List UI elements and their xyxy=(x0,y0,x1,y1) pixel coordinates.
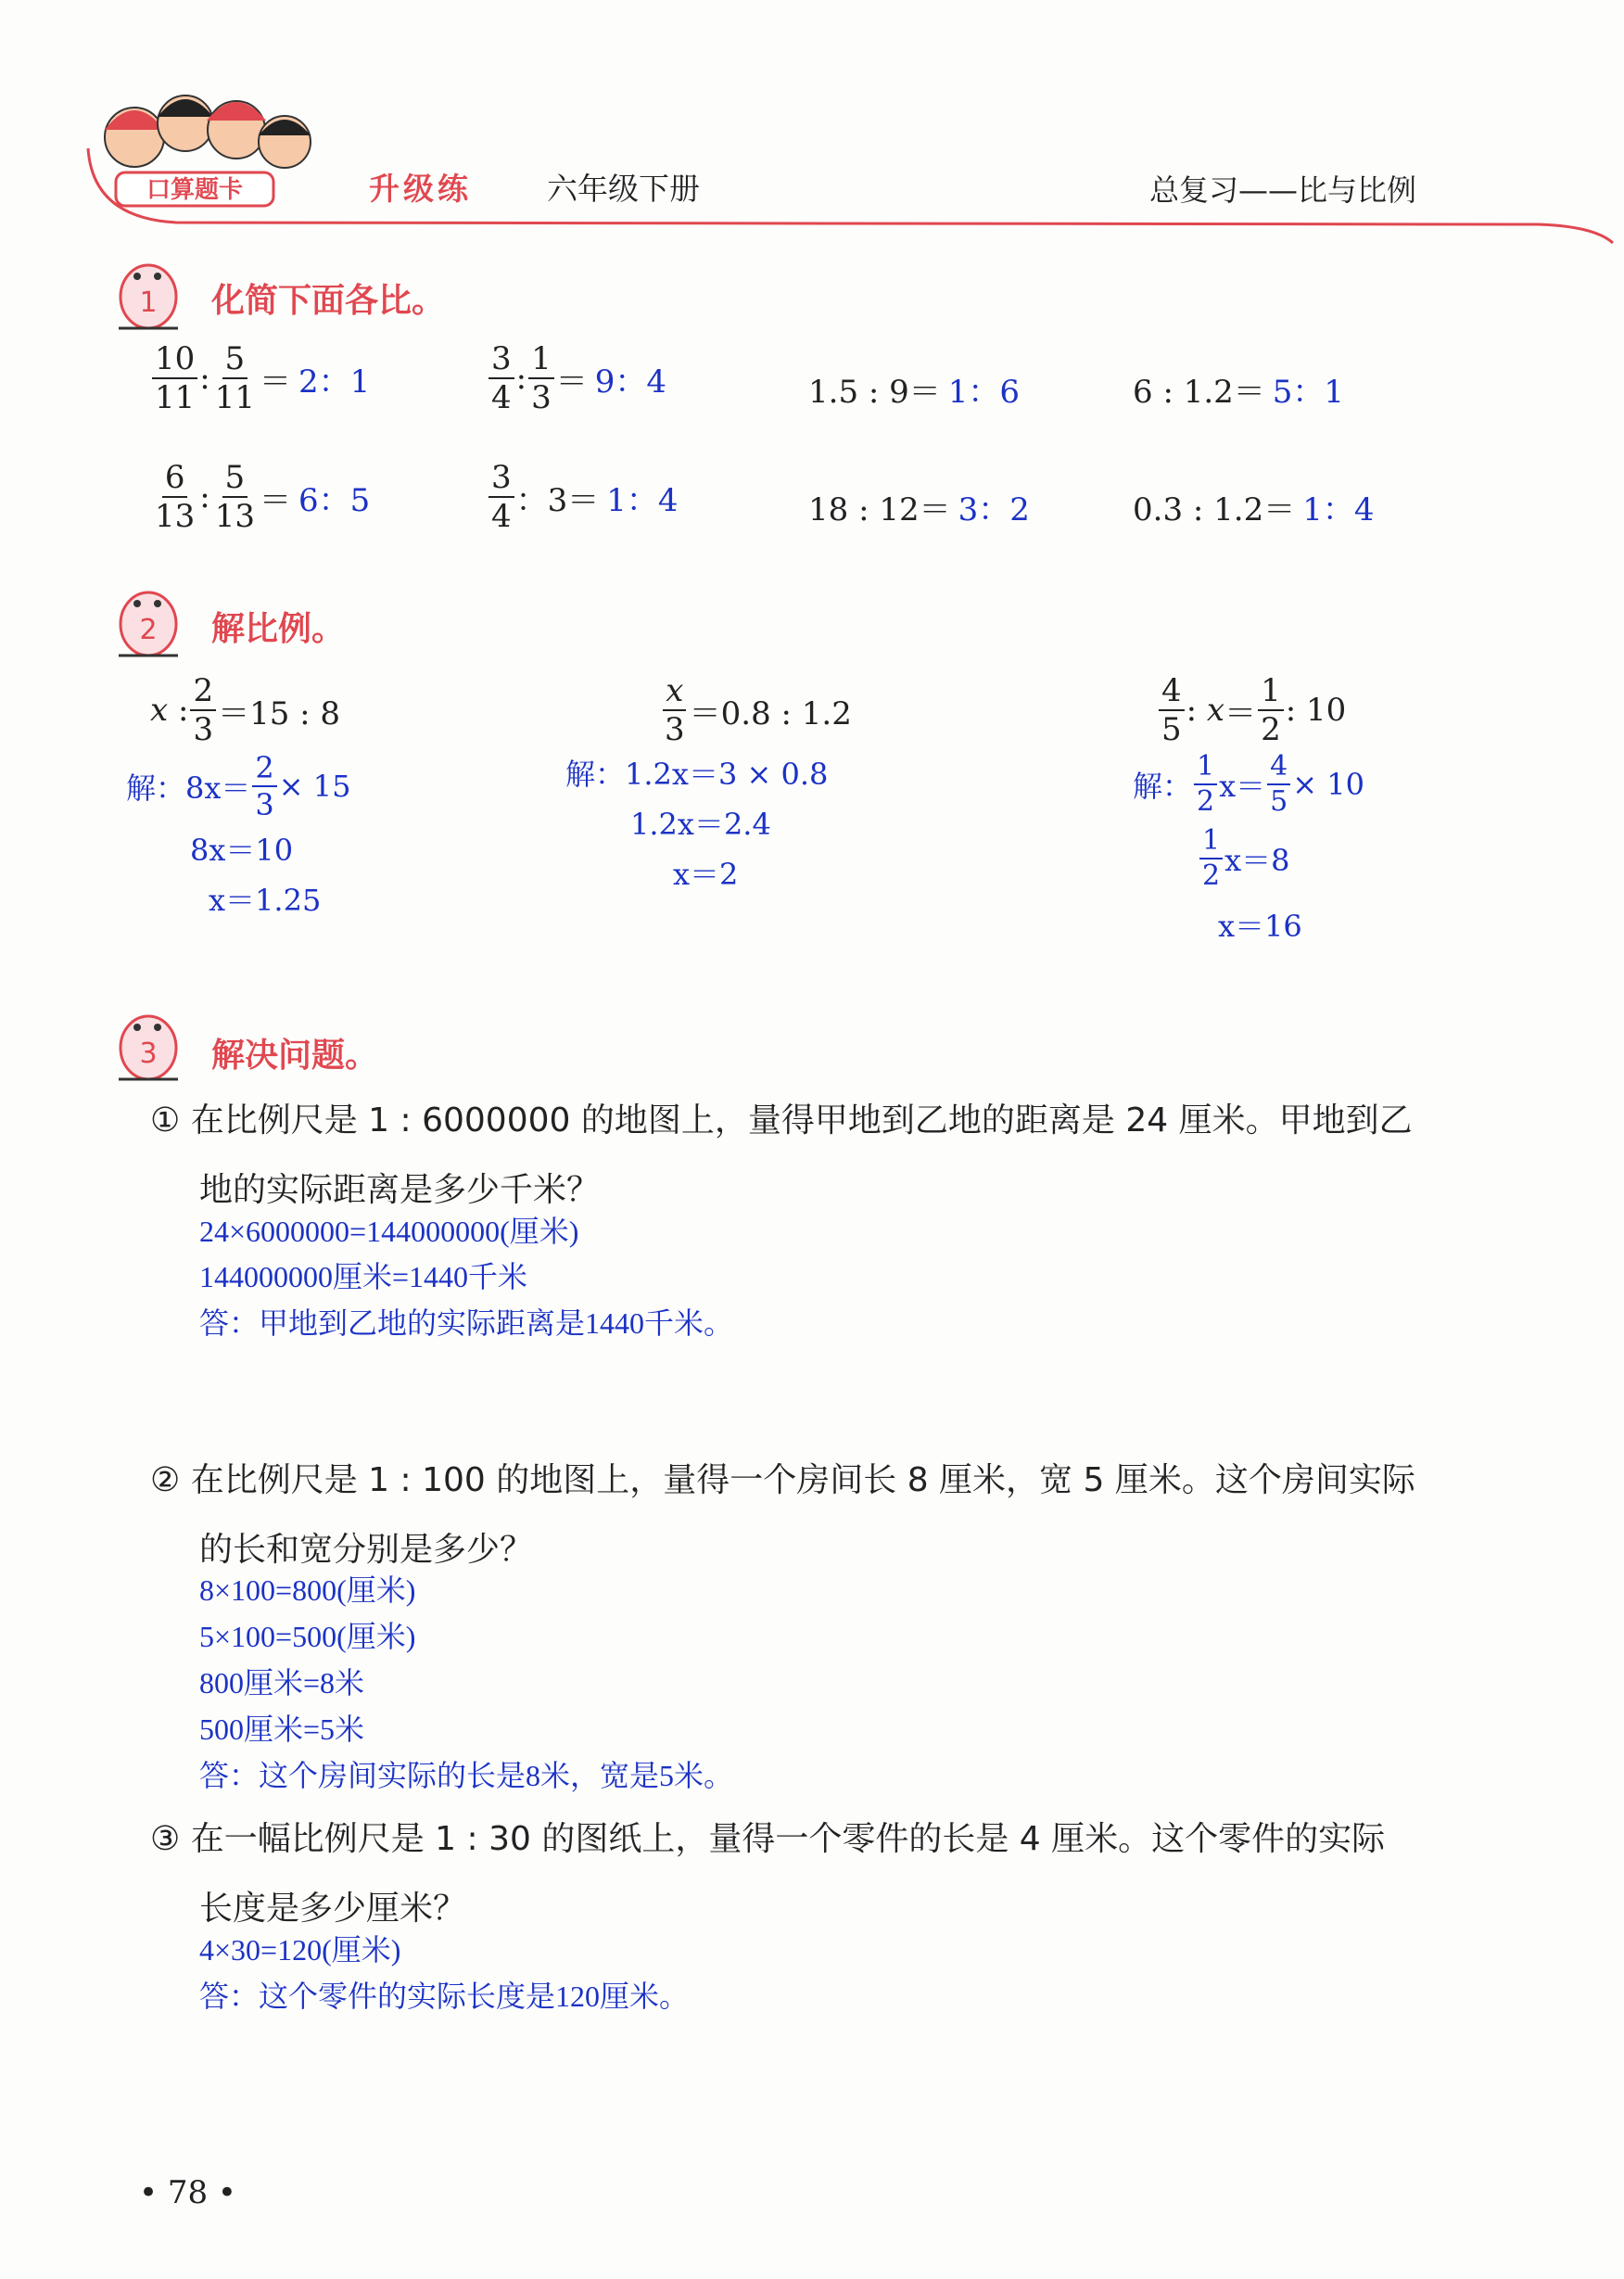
grade-label: 六年级下册 xyxy=(547,171,700,207)
section-3-number: 3 xyxy=(139,1038,158,1070)
section-3-bird-badge-icon xyxy=(109,1003,184,1091)
logo-text: 口算题卡 xyxy=(146,176,244,204)
simplify-answer-6: 1：4 xyxy=(606,481,679,519)
problem-1-answer-3: 答：甲地到乙地的实际距离是1440千米。 xyxy=(199,1306,734,1340)
proportion-3-problem: $\frac{4}{5}$ : x ＝ $\frac{1}{2}$ : 10 xyxy=(1157,675,1346,745)
simplify-item-8: 0.3 : 1.2＝ 1：4 xyxy=(1133,484,1374,529)
proportion-2-step-1: 解：1.2x＝3 × 0.8 xyxy=(565,757,829,792)
brand-title: 升级练 xyxy=(369,171,472,207)
simplify-item-4: 6 : 1.2＝ 5：1 xyxy=(1133,366,1344,412)
simplify-item-3: 1.5 : 9＝ 1：6 xyxy=(808,366,1020,412)
proportion-1-problem: x : $\frac{2}{3}$ ＝15 : 8 xyxy=(150,672,341,748)
simplify-answer-4: 5：1 xyxy=(1272,374,1345,411)
problem-2-answer-2: 5×100=500(厘米) xyxy=(199,1620,416,1653)
simplify-item-7: 18 : 12＝ 3：2 xyxy=(808,484,1030,529)
simplify-answer-5: 6：5 xyxy=(298,481,371,519)
section-2-title: 解比例。 xyxy=(211,610,346,648)
proportion-3-step-2: $\frac{1}{2}$ x＝8 xyxy=(1198,827,1290,890)
page-number: • 78 • xyxy=(139,2174,236,2211)
simplify-answer-7: 3：2 xyxy=(958,491,1030,528)
proportion-2-problem: $\frac{x}{3}$ ＝0.8 : 1.2 xyxy=(665,672,852,748)
problem-2-answer-1: 8×100=800(厘米) xyxy=(199,1573,416,1607)
proportion-1-step-2: 8x＝10 xyxy=(190,833,294,868)
problem-2-line-2: 的长和宽分别是多少？ xyxy=(199,1531,534,1569)
simplify-answer-8: 1：4 xyxy=(1302,491,1375,528)
proportion-1-step-3: x＝1.25 xyxy=(209,883,322,918)
simplify-item-1: $\frac{10}{11}$ : $\frac{5}{11}$ ＝ 2：1 xyxy=(150,343,370,414)
kids-logo-image xyxy=(88,72,329,211)
problem-3-line-2: 长度是多少厘米？ xyxy=(199,1890,467,1928)
problem-1-answer-2: 144000000厘米=1440千米 xyxy=(199,1260,528,1293)
section-1-bird-badge-icon xyxy=(109,252,184,340)
proportion-3-step-1: 解： $\frac{1}{2}$ x＝ $\frac{4}{5}$ × 10 xyxy=(1133,750,1364,818)
problem-2-line-1: ② 在比例尺是 1 : 100 的地图上，量得一个房间长 8 厘米，宽 5 厘米。这个房间实际 xyxy=(150,1461,1415,1499)
simplify-item-5: $\frac{6}{13}$ : $\frac{5}{13}$ ＝ 6：5 xyxy=(155,459,371,535)
proportion-2-step-3: x＝2 xyxy=(673,857,739,892)
problem-1-line-1: ① 在比例尺是 1 : 6000000 的地图上，量得甲地到乙地的距离是 24 厘米。甲地到乙 xyxy=(150,1101,1413,1140)
proportion-2-step-2: 1.2x＝2.4 xyxy=(630,807,771,842)
chapter-title: 总复习——比与比例 xyxy=(1149,172,1417,208)
problem-3-line-1: ③ 在一幅比例尺是 1 : 30 的图纸上，量得一个零件的长是 4 厘米。这个零件的实际 xyxy=(150,1820,1386,1858)
simplify-item-2: $\frac{3}{4}$ : $\frac{1}{3}$ ＝ 9：4 xyxy=(487,343,666,414)
problem-2-answer-3: 800厘米=8米 xyxy=(199,1666,365,1700)
problem-3-answer-2: 答：这个零件的实际长度是120厘米。 xyxy=(199,1980,690,2013)
section-2-number: 2 xyxy=(139,614,158,646)
problem-1-line-2: 地的实际距离是多少千米？ xyxy=(199,1171,601,1209)
problem-2-answer-5: 答：这个房间实际的长是8米，宽是5米。 xyxy=(199,1759,734,1792)
problem-2-answer-4: 500厘米=5米 xyxy=(199,1712,365,1746)
problem-1-answer-1: 24×6000000=144000000(厘米) xyxy=(199,1215,579,1248)
simplify-item-6: $\frac{3}{4}$ ：3＝ 1：4 xyxy=(487,462,679,532)
section-1-title: 化简下面各比。 xyxy=(211,282,446,320)
problem-3-answer-1: 4×30=120(厘米) xyxy=(199,1933,401,1967)
simplify-answer-1: 2：1 xyxy=(298,363,371,401)
simplify-answer-2: 9：4 xyxy=(594,363,667,401)
simplify-answer-3: 1：6 xyxy=(947,374,1021,411)
section-1-number: 1 xyxy=(139,286,158,319)
section-2-bird-badge-icon xyxy=(109,579,184,668)
proportion-3-step-3: x＝16 xyxy=(1218,909,1302,944)
section-3-title: 解决问题。 xyxy=(211,1037,379,1075)
proportion-1-step-1: 解：8x＝ $\frac{2}{3}$ × 15 xyxy=(126,750,351,822)
